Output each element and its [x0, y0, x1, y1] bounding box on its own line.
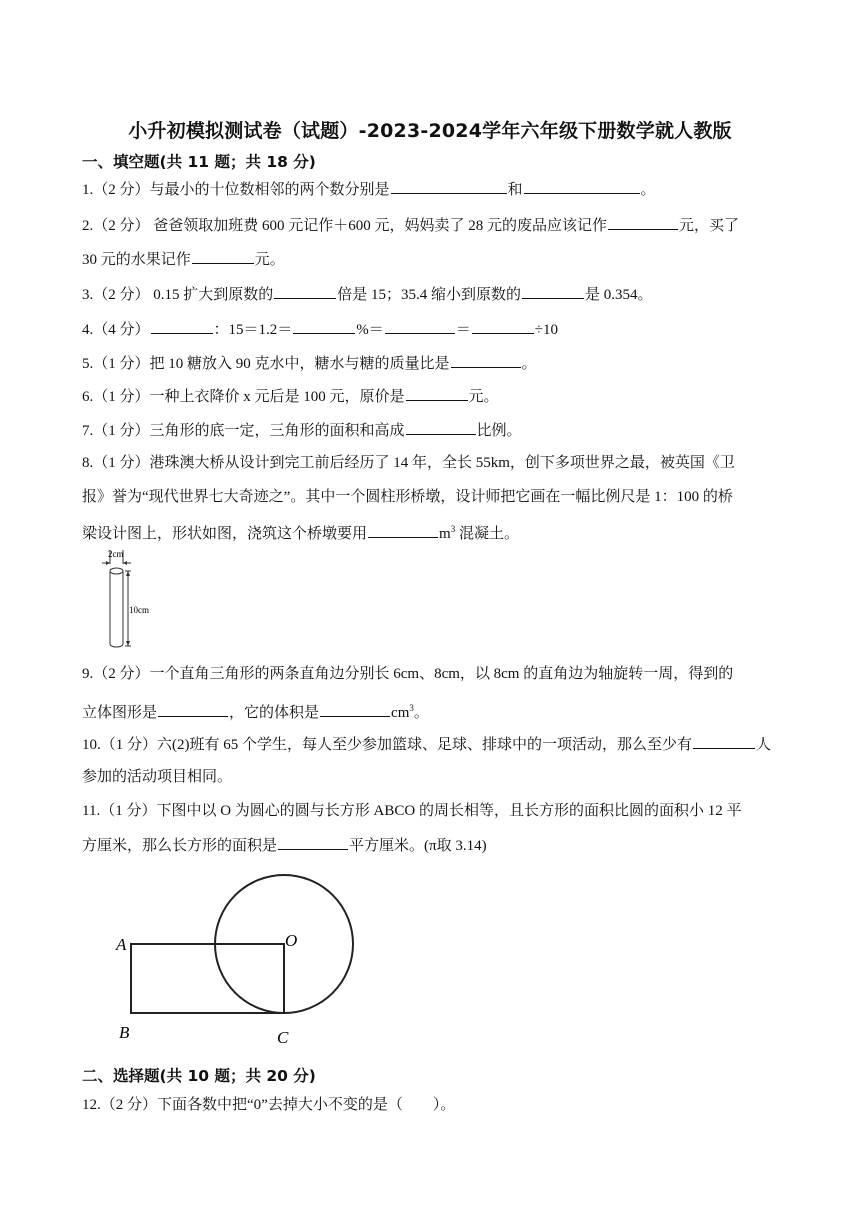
question-12: 12.（2 分）下面各数中把“0”去掉大小不变的是（ ）。: [82, 1097, 456, 1113]
question-8-line-1: 8.（1 分）港珠澳大桥从设计到完工前后经历了 14 年，全长 55km，创下多项世界之最，被英国《卫: [82, 455, 735, 471]
q10-blank[interactable]: [693, 733, 755, 749]
question-10-line-1: [82, 733, 771, 755]
q6-text-end: 元。: [468, 389, 499, 405]
q4-blank-4[interactable]: [472, 318, 534, 334]
question-1: [82, 178, 656, 200]
q3-text-mid: 倍是 15；35.4 缩小到原数的: [337, 287, 522, 303]
q6-blank[interactable]: [406, 385, 468, 401]
q4-text-eq: ＝: [455, 322, 471, 338]
q7-text: 7.（1 分）三角形的底一定，三角形的面积和高成: [82, 423, 405, 439]
point-label-o: O: [285, 931, 298, 950]
q4-text-div: ÷10: [534, 322, 559, 338]
q7-text-end: 比例。: [476, 423, 522, 439]
question-2-line-1: [82, 214, 739, 236]
q3-blank-1[interactable]: [274, 283, 336, 299]
q9-unit-exponent: 3: [409, 703, 414, 713]
q3-text-end: 是 0.354。: [585, 287, 653, 303]
question-5: [82, 352, 537, 374]
q2-text-unit: 元，买了: [679, 218, 740, 234]
question-6: [82, 385, 499, 407]
q10-text-unit: 人: [756, 737, 772, 753]
point-label-b: B: [119, 1023, 130, 1042]
q6-text: 6.（1 分）一种上衣降价 x 元后是 100 元，原价是: [82, 389, 405, 405]
q2-text-cont: 30 元的水果记作: [82, 252, 191, 268]
q8-unit-exponent: 3: [450, 524, 456, 534]
question-4: [82, 318, 558, 340]
q4-text: 4.（4 分）: [82, 322, 150, 338]
q8-text-end: 混凝土。: [455, 526, 519, 542]
q5-text-end: 。: [521, 356, 537, 372]
cylinder-figure: [94, 546, 174, 654]
point-label-a: A: [116, 935, 127, 954]
question-3: [82, 283, 653, 305]
cylinder-width-label: 2cm: [108, 549, 124, 559]
q1-text-end: 。: [640, 182, 656, 198]
question-2-line-2: [82, 248, 285, 270]
question-8-line-2: 报》誉为“现代世界七大奇迹之”。其中一个圆柱形桥墩，设计师把它画在一幅比例尺是 1：100 的桥: [82, 489, 733, 505]
question-7: [82, 419, 522, 441]
question-8-line-3: [82, 519, 519, 544]
q4-text-percent: %＝: [356, 322, 384, 338]
q4-blank-2[interactable]: [293, 318, 355, 334]
q9-unit: cm: [391, 705, 410, 721]
question-9-line-1: 9.（2 分）一个直角三角形的两条直角边分别长 6cm、8cm，以 8cm 的直角边为轴旋转一周，得到的: [82, 666, 734, 682]
q3-blank-2[interactable]: [522, 283, 584, 299]
circle-rectangle-figure: [100, 866, 370, 1056]
q8-blank[interactable]: [368, 522, 438, 538]
q2-text-end: 元。: [254, 252, 285, 268]
question-10-line-2: 参加的活动项目相同。: [82, 769, 233, 785]
q1-text-and: 和: [507, 182, 523, 198]
q1-blank-2[interactable]: [524, 178, 640, 194]
q4-text-ratio: ：15＝1.2＝: [213, 322, 293, 338]
q1-text: 1.（2 分）与最小的十位数相邻的两个数分别是: [82, 182, 390, 198]
q9-text-mid: ，它的体积是: [229, 705, 320, 721]
q7-blank[interactable]: [406, 419, 476, 435]
q3-text: 3.（2 分） 0.15 扩大到原数的: [82, 287, 274, 303]
q1-blank-1[interactable]: [391, 178, 507, 194]
question-11-line-2: [82, 834, 487, 856]
q9-blank-2[interactable]: [320, 701, 390, 717]
q11-text: 方厘米，那么长方形的面积是: [82, 838, 278, 854]
section-heading-fill-in: 一、填空题(共 11 题；共 18 分): [82, 153, 316, 171]
q9-text-end: 。: [413, 705, 429, 721]
q5-blank[interactable]: [451, 352, 521, 368]
q11-blank[interactable]: [278, 834, 348, 850]
q2-blank-2[interactable]: [192, 248, 254, 264]
q4-blank-3[interactable]: [385, 318, 455, 334]
question-9-line-2: [82, 698, 429, 723]
q5-text: 5.（1 分）把 10 糖放入 90 克水中，糖水与糖的质量比是: [82, 356, 450, 372]
q4-blank-1[interactable]: [151, 318, 213, 334]
q2-text: 2.（2 分） 爸爸领取加班费 600 元记作＋600 元，妈妈卖了 28 元的废品应该记作: [82, 218, 608, 234]
q2-blank-1[interactable]: [608, 214, 678, 230]
q9-blank-1[interactable]: [158, 701, 228, 717]
q11-text-end: 平方厘米。(π取 3.14): [349, 838, 487, 854]
cylinder-height-label: 10cm: [129, 605, 149, 615]
point-label-c: C: [277, 1028, 289, 1047]
q8-text: 梁设计图上，形状如图，浇筑这个桥墩要用: [82, 526, 368, 542]
q9-text: 立体图形是: [82, 705, 158, 721]
section-heading-choice: 二、选择题(共 10 题；共 20 分): [82, 1067, 316, 1085]
q10-text: 10.（1 分）六(2)班有 65 个学生，每人至少参加篮球、足球、排球中的一项活动，那么至少有: [82, 737, 692, 753]
question-11-line-1: 11.（1 分）下图中以 O 为圆心的圆与长方形 ABCO 的周长相等，且长方形的面积比圆的面积小 12 平: [82, 803, 742, 819]
page-title: 小升初模拟测试卷（试题）-2023-2024学年六年级下册数学就人教版: [128, 120, 732, 142]
q8-unit: m: [439, 526, 451, 542]
